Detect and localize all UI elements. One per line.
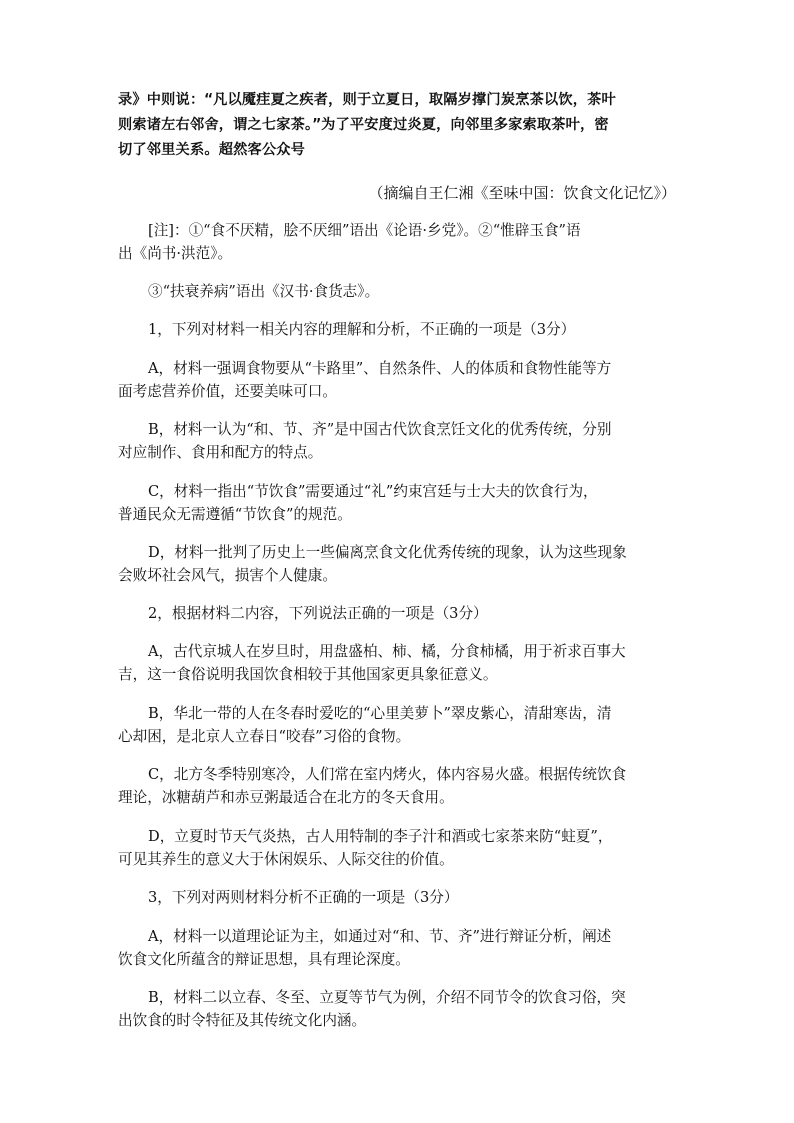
text-line: B，华北一带的人在冬春时爱吃的“心里美萝卜”翠皮紫心，清甜寒齿，清 bbox=[148, 705, 612, 722]
question-1 bbox=[118, 318, 676, 341]
text-line: C，北方冬季特别寒冷，人们常在室内烤火，体内容易火盛。根据传统饮食 bbox=[148, 766, 627, 783]
note-paragraph bbox=[118, 219, 676, 265]
text-line: 则索诸左右邻舍，谓之七家茶。”为了平安度过炎夏，向邻里多家索取茶叶，密 bbox=[118, 117, 609, 133]
option-1d bbox=[118, 541, 676, 587]
option-1c bbox=[118, 480, 676, 526]
text-line: 出《尚书·洪范》。 bbox=[118, 245, 233, 262]
text-line: A，材料一以道理论证为主，如通过对“和、节、齐”进行辩证分析，阐述 bbox=[148, 928, 612, 945]
question-2 bbox=[118, 602, 676, 625]
text-line: [注]：①“食不厌精，脍不厌细”语出《论语·乡党》。②“惟辟玉食”语 bbox=[148, 222, 581, 239]
option-2c bbox=[118, 763, 676, 809]
text-line: B，材料二以立春、冬至、立夏等节气为例，介绍不同节令的饮食习俗，突 bbox=[148, 989, 626, 1006]
option-2b bbox=[118, 702, 676, 748]
option-1a bbox=[118, 357, 676, 403]
text-line: D，材料一批判了历史上一些偏离烹食文化优秀传统的现象，认为这些现象 bbox=[148, 544, 627, 561]
text-line: 对应制作、食用和配方的特点。 bbox=[118, 444, 323, 461]
option-2d bbox=[118, 825, 676, 871]
text-line: ③“扶衰养病”语出《汉书·食货志》。 bbox=[148, 283, 380, 300]
note-3 bbox=[118, 280, 676, 303]
text-line: 会败坏社会风气，损害个人健康。 bbox=[118, 567, 337, 584]
text-line: 吉，这一食俗说明我国饮食相较于其他国家更具象征意义。 bbox=[118, 666, 498, 683]
text-line: 理论，冰糖葫芦和赤豆粥最适合在北方的冬天食用。 bbox=[118, 789, 454, 806]
source-citation: （摘编自王仁湘《至味中国：饮食文化记忆》） bbox=[368, 184, 676, 202]
question-stem: 1，下列对材料一相关内容的理解和分析，不正确的一项是（3分） bbox=[148, 321, 576, 338]
text-line: A，古代京城人在岁旦时，用盘盛柏、柿、橘，分食柿橘，用于祈求百事大 bbox=[148, 643, 626, 660]
option-3a bbox=[118, 925, 676, 971]
question-stem: 2，根据材料二内容，下列说法正确的一项是（3分） bbox=[148, 605, 488, 622]
text-line: B，材料一认为“和、节、齐”是中国古代饮食烹饪文化的优秀传统，分别 bbox=[148, 421, 612, 438]
text-line: 切了邻里关系。超然客公众号 bbox=[118, 142, 306, 158]
text-line: 普通民众无需遵循“节饮食”的规范。 bbox=[118, 506, 352, 523]
text-line: 心却困，是北京人立春日“咬春”习俗的食物。 bbox=[118, 728, 411, 745]
text-line: D，立夏时节天气炎热，古人用特制的李子汁和酒或七家茶来防“蛀夏”， bbox=[148, 828, 613, 845]
option-2a bbox=[118, 640, 676, 686]
question-stem: 3，下列对两则材料分析不正确的一项是（3分） bbox=[148, 889, 459, 906]
option-3b bbox=[118, 986, 676, 1032]
text-line: 录》中则说：“凡以魇疰夏之疾者，则于立夏日，取隔岁撑门炭烹茶以饮，茶叶 bbox=[118, 92, 616, 108]
text-line: 饮食文化所蕴含的辩证思想，具有理论深度。 bbox=[118, 951, 410, 968]
question-3 bbox=[118, 886, 676, 909]
text-line: 面考虑营养价值，还要美味可口。 bbox=[118, 383, 337, 400]
intro-paragraph bbox=[118, 88, 678, 163]
text-line: C，材料一指出“节饮食”需要通过“礼”约束宫廷与士大夫的饮食行为， bbox=[148, 483, 598, 500]
text-line: A，材料一强调食物要从“卡路里”、自然条件、人的体质和食物性能等方 bbox=[148, 360, 612, 377]
text-line: 出饮食的时令特征及其传统文化内涵。 bbox=[118, 1012, 367, 1029]
text-line: 可见其养生的意义大于休闲娱乐、人际交往的价值。 bbox=[118, 851, 454, 868]
option-1b bbox=[118, 418, 676, 464]
